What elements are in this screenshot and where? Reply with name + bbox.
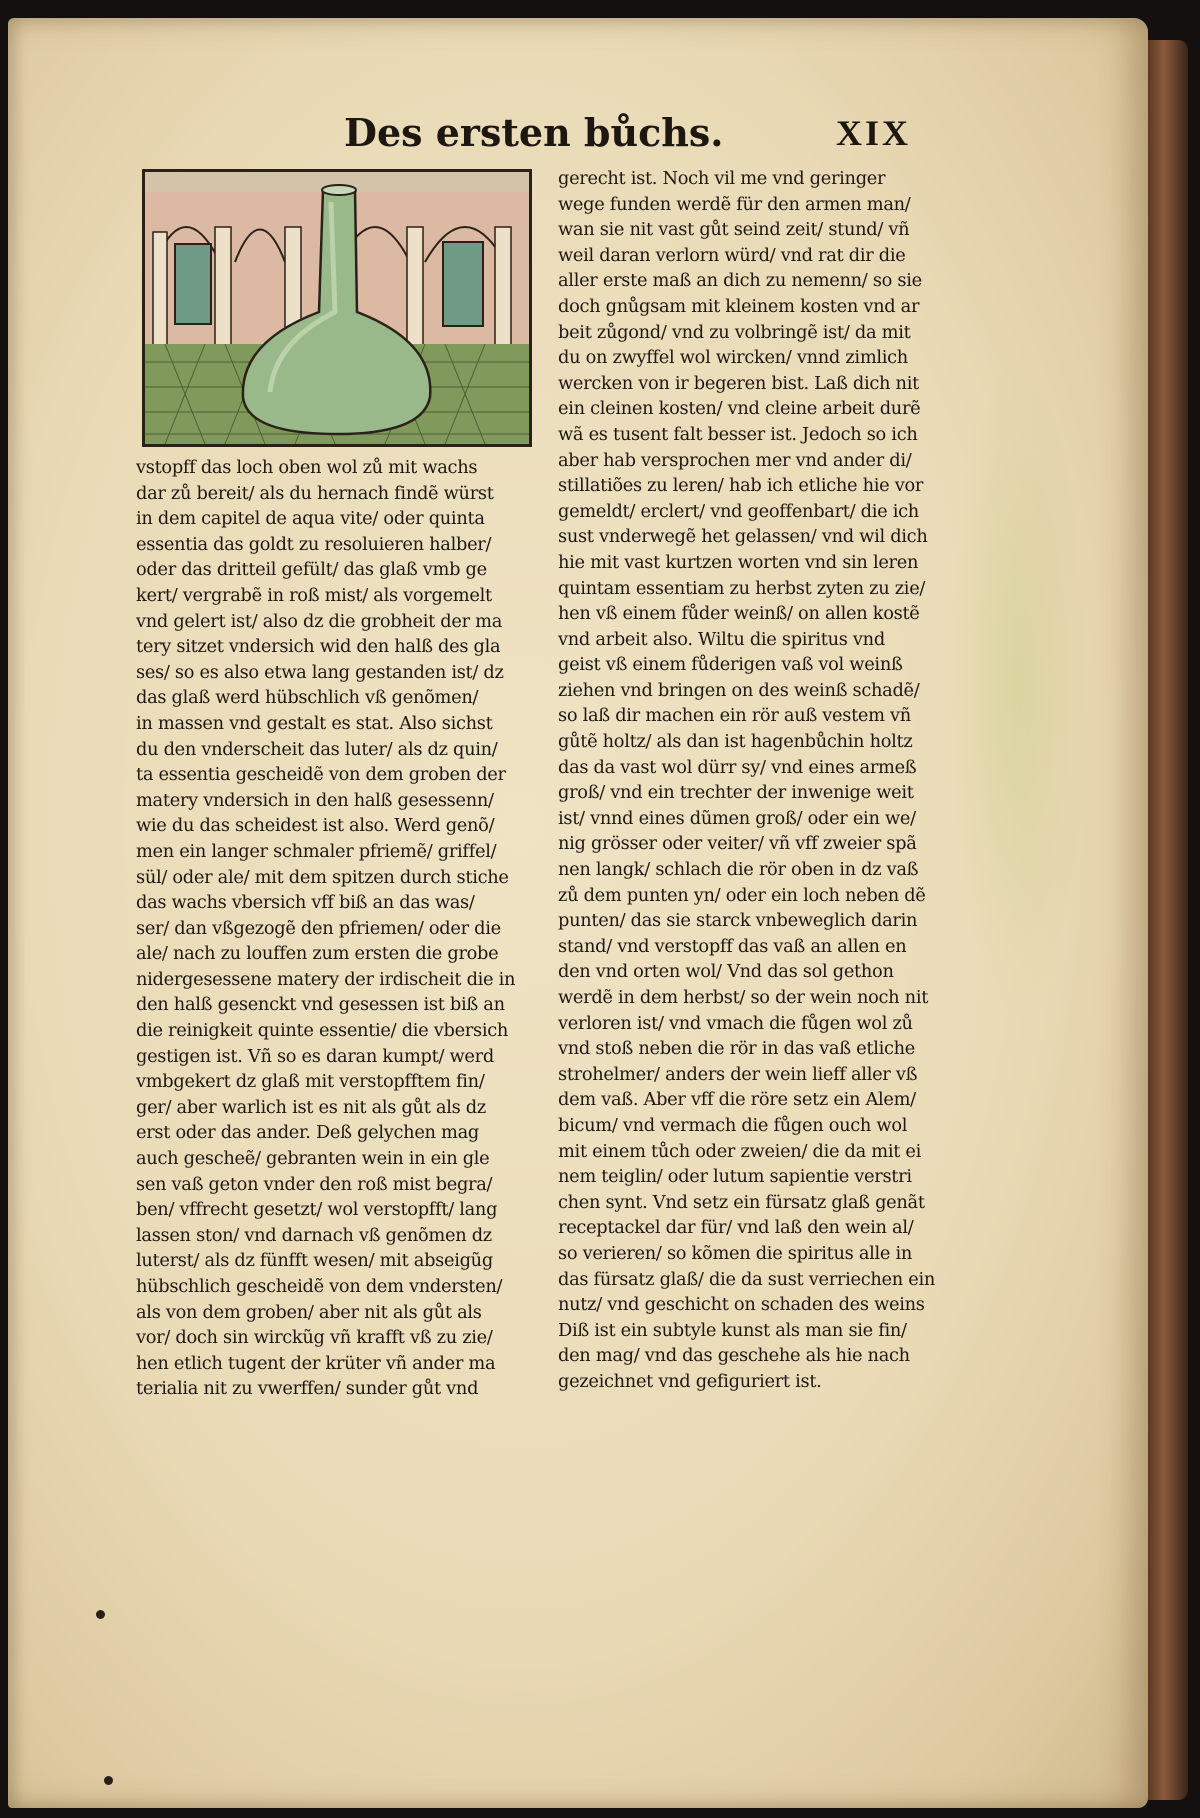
text-line: matery vndersich in den halß gesessenn/ bbox=[136, 789, 494, 811]
text-line: doch gnůgsam mit kleinem kosten vnd ar bbox=[558, 295, 920, 317]
text-line: ta essentia gescheidẽ von dem groben der bbox=[136, 764, 506, 786]
text-line: den mag/ vnd das geschehe als hie nach bbox=[558, 1345, 910, 1367]
paper-stain bbox=[948, 358, 1088, 1018]
text-line: zů dem punten yn/ oder ein loch neben dẽ bbox=[558, 884, 926, 906]
text-line: ale/ nach zu louffen zum ersten die grobe bbox=[136, 943, 499, 965]
text-line: vstopff das loch oben wol zů mit wachs bbox=[136, 457, 478, 478]
text-line: nen langk/ schlach die rör oben in dz vaß bbox=[558, 859, 919, 881]
worm-hole bbox=[96, 1610, 105, 1619]
text-line: weil daran verlorn würd/ vnd rat dir die bbox=[558, 244, 906, 266]
text-line: den vnd orten wol/ Vnd das sol gethon bbox=[558, 961, 894, 983]
text-line: dar zů bereit/ als du hernach findẽ würst bbox=[136, 482, 494, 504]
text-line: hen etlich tugent der krüter vñ ander ma bbox=[136, 1352, 496, 1374]
text-line: in massen vnd gestalt es stat. Also sichst bbox=[136, 712, 493, 734]
text-line: kert/ vergrabẽ in roß mist/ als vorgemelt bbox=[136, 584, 492, 606]
text-line: ein cleinen kosten/ vnd cleine arbeit durẽ bbox=[558, 398, 921, 420]
text-line: nem teiglin/ oder lutum sapientie verstri bbox=[558, 1166, 912, 1188]
text-line: verloren ist/ vnd vmach die fůgen wol zů bbox=[558, 1012, 913, 1034]
text-line: so laß dir machen ein rör auß vestem vñ bbox=[558, 705, 911, 727]
text-line: essentia das goldt zu resoluieren halber/ bbox=[136, 533, 492, 555]
text-line: gůtẽ holtz/ als dan ist hagenbůchin holtz bbox=[558, 731, 913, 753]
text-line: dem vaß. Aber vff die röre setz ein Alem/ bbox=[558, 1089, 916, 1111]
text-line: bicum/ vnd vermach die fůgen ouch wol bbox=[558, 1114, 908, 1136]
text-line: so verieren/ so kõmen die spiritus alle in bbox=[558, 1242, 913, 1264]
text-line: nidergesessene matery der irdischeit die in bbox=[136, 968, 516, 990]
text-line: sust vnderwegẽ het gelassen/ vnd wil dich bbox=[558, 526, 928, 548]
text-line: vmbgekert dz glaß mit verstopfftem fin/ bbox=[136, 1071, 485, 1093]
text-line: vnd gelert ist/ also dz die grobheit der ma bbox=[136, 610, 503, 632]
text-line: wege funden werdẽ für den armen man/ bbox=[558, 193, 911, 215]
text-line: hübschlich gescheidẽ von dem vndersten/ bbox=[136, 1276, 503, 1297]
text-line: oder das dritteil gefült/ das glaß vmb ge bbox=[136, 559, 487, 581]
text-line: groß/ vnd ein trechter der inwenige weit bbox=[558, 782, 914, 804]
text-line: vor/ doch sin wirckũg vñ krafft vß zu zie/ bbox=[136, 1327, 493, 1349]
text-line: strohelmer/ anders der wein lieff aller vß bbox=[558, 1063, 918, 1085]
text-line: das wachs vbersich vff biß an das was/ bbox=[136, 892, 475, 914]
text-line: stand/ vnd verstopff das vaß an allen en bbox=[558, 935, 907, 957]
text-line: wan sie nit vast gůt seind zeit/ stund/ vñ bbox=[558, 219, 910, 241]
text-line: gestigen ist. Vñ so es daran kumpt/ werd bbox=[136, 1045, 494, 1067]
text-line: tery sitzet vndersich wid den halß des gla bbox=[136, 636, 501, 658]
text-line: ist/ vnnd eines dũmen groß/ oder ein we/ bbox=[558, 807, 916, 829]
text-line: receptackel dar für/ vnd laß den wein al/ bbox=[558, 1217, 914, 1239]
text-line: men ein langer schmaler pfriemẽ/ griffel/ bbox=[136, 840, 497, 862]
text-line: quintam essentiam zu herbst zyten zu zie/ bbox=[558, 577, 926, 599]
text-line: aller erste maß an dich zu nemenn/ so sie bbox=[558, 270, 922, 292]
book-page bbox=[8, 18, 1148, 1808]
text-line: lassen ston/ vnd darnach vß genõmen dz bbox=[136, 1224, 492, 1246]
text-line: gezeichnet vnd gefiguriert ist. bbox=[558, 1370, 822, 1392]
text-line: ziehen vnd bringen on des weinß schadẽ/ bbox=[558, 679, 920, 701]
page-header bbox=[8, 102, 1148, 162]
text-line: wã es tusent falt besser ist. Jedoch so ich bbox=[558, 423, 918, 445]
text-line: nutz/ vnd geschicht on schaden des weins bbox=[558, 1294, 925, 1316]
folio-number: XIX bbox=[836, 113, 912, 153]
text-line: vnd arbeit also. Wiltu die spiritus vnd bbox=[558, 628, 885, 650]
text-line: das da vast wol dürr sy/ vnd eines armeß bbox=[558, 756, 917, 778]
text-line: den halß gesenckt vnd gesessen ist biß an bbox=[136, 994, 505, 1016]
right-text-column bbox=[558, 166, 968, 1395]
text-line: in dem capitel de aqua vite/ oder quinta bbox=[136, 508, 485, 530]
text-line: als von dem groben/ aber nit als gůt als bbox=[136, 1301, 482, 1323]
text-line: du on zwyffel wol wircken/ vnnd zimlich bbox=[558, 347, 908, 369]
text-line: nig grösser oder veiter/ vñ vff zweier spã bbox=[558, 833, 917, 855]
text-line: auch gescheẽ/ gebranten wein in ein gle bbox=[136, 1148, 490, 1170]
text-line: werdẽ in dem herbst/ so der wein noch nit bbox=[558, 987, 929, 1008]
text-line: die reinigkeit quinte essentie/ die vbersich bbox=[136, 1020, 509, 1042]
text-line: ger/ aber warlich ist es nit als gůt als dz bbox=[136, 1096, 486, 1118]
text-line: erst oder das ander. Deß gelychen mag bbox=[136, 1122, 480, 1144]
text-line: terialia nit zu vwerffen/ sunder gůt vnd bbox=[136, 1378, 479, 1400]
text-line: wercken von ir begeren bist. Laß dich nit bbox=[558, 372, 919, 394]
text-line: ser/ dan vßgezogẽ den pfriemen/ oder die bbox=[136, 917, 501, 939]
worm-hole bbox=[104, 1776, 113, 1785]
book-edge bbox=[1148, 40, 1188, 1800]
text-line: hen vß einem fůder weinß/ on allen kostẽ bbox=[558, 603, 920, 625]
text-line: aber hab versprochen mer vnd ander di/ bbox=[558, 449, 912, 471]
text-line: das fürsatz glaß/ die da sust verriechen ein bbox=[558, 1268, 936, 1290]
text-line: sen vaß geton vnder den roß mist begra/ bbox=[136, 1173, 493, 1195]
text-line: du den vnderscheit das luter/ als dz quin/ bbox=[136, 738, 498, 760]
text-line: ses/ so es also etwa lang gestanden ist/ dz bbox=[136, 661, 504, 683]
left-text-column bbox=[136, 455, 544, 1402]
text-line: ben/ vffrecht gesetzt/ wol verstopfft/ lang bbox=[136, 1199, 498, 1221]
running-title: Des ersten bůchs. bbox=[344, 110, 724, 155]
text-line: beit zůgond/ vnd zu volbringẽ ist/ da mit bbox=[558, 321, 911, 343]
text-line: vnd stoß neben die rör in das vaß etliche bbox=[558, 1038, 916, 1060]
text-line: geist vß einem fůderigen vaß vol weinß bbox=[558, 654, 903, 676]
text-line: hie mit vast kurtzen worten vnd sin leren bbox=[558, 551, 919, 573]
text-line: Diß ist ein subtyle kunst als man sie fin/ bbox=[558, 1319, 907, 1341]
text-line: punten/ das sie starck vnbeweglich darin bbox=[558, 910, 918, 932]
text-line: wie du das scheidest ist also. Werd genõ/ bbox=[136, 815, 495, 837]
text-line: luterst/ als dz fünfft wesen/ mit abseigũg bbox=[136, 1250, 493, 1272]
distillation-flask-woodcut-icon bbox=[142, 169, 532, 447]
text-line: stillatiões zu leren/ hab ich etliche hie vor bbox=[558, 475, 924, 497]
text-line: mit einem tůch oder zweien/ die da mit ei bbox=[558, 1140, 922, 1162]
text-line: das glaß werd hübschlich vß genõmen/ bbox=[136, 687, 479, 709]
text-line: gerecht ist. Noch vil me vnd geringer bbox=[558, 168, 886, 189]
text-line: sül/ oder ale/ mit dem spitzen durch stiche bbox=[136, 866, 509, 888]
text-line: chen synt. Vnd setz ein fürsatz glaß genãt bbox=[558, 1191, 925, 1213]
text-line: gemeldt/ erclert/ vnd geoffenbart/ die ich bbox=[558, 500, 919, 522]
